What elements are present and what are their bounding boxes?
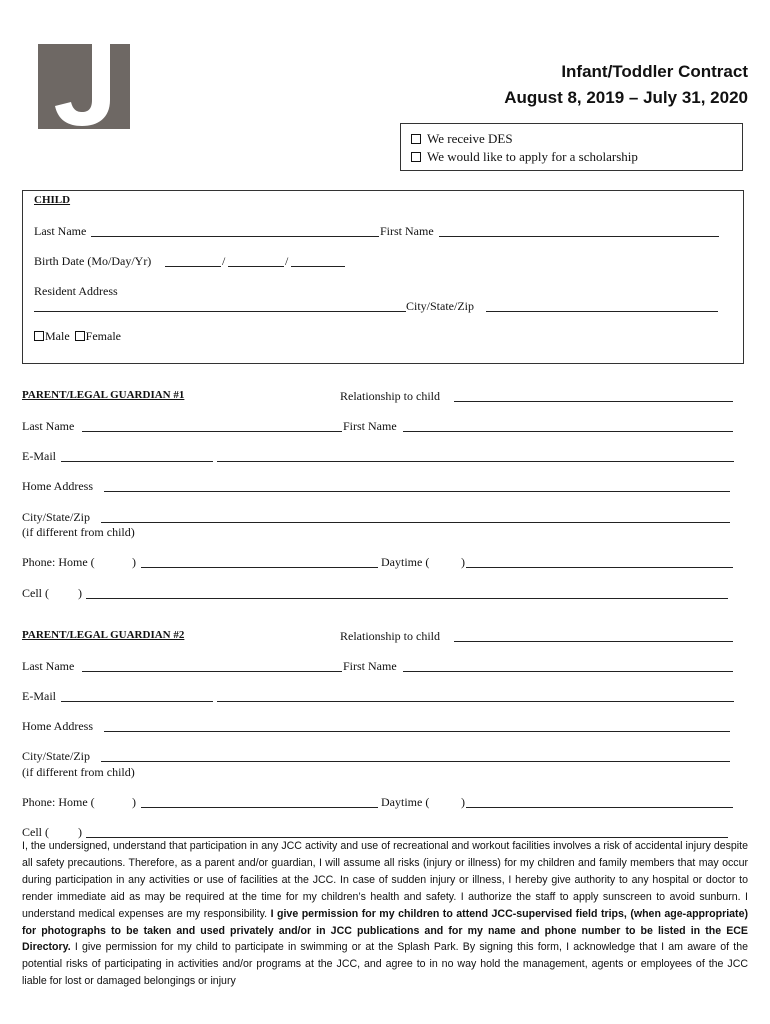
guardian1-daytime-phone-field[interactable] [466,567,733,568]
guardian2-home-address-label: Home Address [22,719,93,733]
female-checkbox[interactable] [75,331,85,341]
child-section-box [22,190,744,364]
guardian1-daytime-paren: ) [461,555,465,569]
guardian1-phone-home-label: Phone: Home ( [22,555,95,569]
waiver-part3: I give permission for my child to participate in swimming or at the Splash Park. By signing this form, I acknowledge that I am aware of the potential risks of participating in activities and/or programs at the JCC, and agree to in no way hold the management, agents or employees of the JCC liable for lost or damaged belongings or injury [22,941,748,988]
child-last-name-field[interactable] [91,236,379,237]
birth-year-field[interactable] [291,266,345,267]
child-first-name-field[interactable] [439,236,719,237]
guardian2-relationship-field[interactable] [454,641,733,642]
option-des[interactable] [411,131,513,147]
guardian1-relationship-label: Relationship to child [340,389,440,403]
guardian1-first-name-label: First Name [343,419,397,433]
guardian2-daytime-paren: ) [461,795,465,809]
liability-waiver-text [22,838,748,990]
gender-options [34,329,121,344]
guardian1-heading: PARENT/LEGAL GUARDIAN #1 [22,389,185,401]
guardian2-cell-label: Cell ( [22,825,49,839]
guardian2-daytime-phone-field[interactable] [466,807,733,808]
des-checkbox[interactable] [411,134,421,144]
birth-slash-1: / [222,254,226,268]
child-heading: CHILD [34,194,71,206]
birth-month-field[interactable] [165,266,221,267]
child-city-state-zip-field[interactable] [486,311,718,312]
guardian1-cell-label: Cell ( [22,586,49,600]
guardian1-last-name-label: Last Name [22,419,75,433]
funding-options-box [400,123,743,171]
resident-address-field[interactable] [34,311,406,312]
birth-date-label: Birth Date (Mo/Day/Yr) [34,254,152,268]
guardian1-home-paren: ) [132,555,136,569]
guardian1-cell-phone-field[interactable] [86,598,728,599]
guardian1-relationship-field[interactable] [454,401,733,402]
guardian2-last-name-label: Last Name [22,659,75,673]
guardian1-home-address-field[interactable] [104,491,730,492]
contract-dates: August 8, 2019 – July 31, 2020 [504,88,748,107]
male-label: Male [45,329,70,343]
waiver-permission-bold: I give permission for my children to attend JCC-supervised field trips, (when age-appropriate) for photographs to be taken and used privately and/or in JCC publications and for my name and phone number to be listed in the ECE Directory. [22,907,748,954]
guardian2-home-phone-field[interactable] [141,807,378,808]
male-checkbox[interactable] [34,331,44,341]
guardian2-email-field-2[interactable] [217,701,734,702]
guardian2-first-name-label: First Name [343,659,397,673]
female-label: Female [85,329,121,343]
guardian2-last-name-field[interactable] [82,671,342,672]
guardian2-relationship-label: Relationship to child [340,629,440,643]
waiver-part1: I, the undersigned, understand that participation in any JCC activity and use of recreational and workout facilities involves a risk of accidental injury despite all safety precautions. Therefore, as a parent and/or guardian, I will assume all risks (injury or illness) for my children and family members that may occur during participation in any activities or use of facilities at the JCC. In case of sudden injury or illness, I hereby give authority to any hospital or doctor to render immediate aid as may be required at the time for my children’s health and safety. I authorize the staff to apply sunscreen to avoid sunburn. I understand medical expenses are my responsibility. [22,840,748,920]
jcc-logo [38,44,130,129]
guardian2-city-state-zip-field[interactable] [101,761,730,762]
guardian2-email-label: E-Mail [22,689,56,703]
guardian1-first-name-field[interactable] [403,431,733,432]
guardian1-daytime-label: Daytime ( [381,555,430,569]
guardian2-cell-paren: ) [78,825,82,839]
birth-slash-2: / [285,254,289,268]
guardian2-phone-home-label: Phone: Home ( [22,795,95,809]
guardian2-first-name-field[interactable] [403,671,733,672]
contract-title: Infant/Toddler Contract [561,62,748,81]
scholarship-checkbox[interactable] [411,152,421,162]
birth-day-field[interactable] [228,266,284,267]
guardian1-city-state-zip-label: City/State/Zip [22,510,90,524]
option-scholarship-label: We would like to apply for a scholarship [427,149,638,164]
child-last-name-label: Last Name [34,224,87,238]
guardian1-email-field[interactable] [61,461,213,462]
child-city-state-zip-label: City/State/Zip [406,299,474,313]
guardian2-daytime-label: Daytime ( [381,795,430,809]
guardian2-city-state-zip-label: City/State/Zip [22,749,90,763]
guardian2-if-different: (if different from child) [22,765,135,779]
guardian1-city-state-zip-field[interactable] [101,522,730,523]
guardian1-home-address-label: Home Address [22,479,93,493]
guardian2-email-field[interactable] [61,701,213,702]
resident-address-label: Resident Address [34,284,118,298]
option-scholarship[interactable] [411,149,638,165]
guardian2-heading: PARENT/LEGAL GUARDIAN #2 [22,629,185,641]
guardian1-email-label: E-Mail [22,449,56,463]
child-first-name-label: First Name [380,224,434,238]
guardian1-cell-paren: ) [78,586,82,600]
guardian2-home-paren: ) [132,795,136,809]
guardian1-home-phone-field[interactable] [141,567,378,568]
guardian2-home-address-field[interactable] [104,731,730,732]
guardian1-last-name-field[interactable] [82,431,342,432]
guardian1-if-different: (if different from child) [22,525,135,539]
guardian1-email-field-2[interactable] [217,461,734,462]
j-letter-icon [38,44,130,129]
option-des-label: We receive DES [427,131,513,146]
